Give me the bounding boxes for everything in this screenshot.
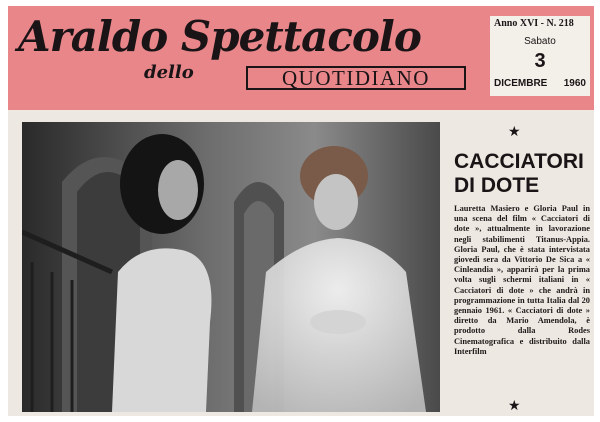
day-name: Sabato: [524, 36, 556, 47]
issue-number: Anno XVI - N. 218: [494, 18, 574, 29]
headline-line-1: CACCIATORI: [454, 150, 584, 173]
quotidiano-box: [246, 66, 466, 90]
masthead-title: Araldo Spettacolo: [18, 12, 421, 61]
film-still-photo: [22, 122, 440, 412]
masthead-dello: dello: [144, 62, 194, 83]
newspaper-page: [8, 6, 594, 416]
month-year: [494, 78, 586, 89]
headline-line-2: DI DOTE: [454, 174, 540, 197]
masthead: [8, 6, 594, 110]
star-icon: ★: [508, 125, 521, 140]
date-box: [490, 16, 590, 96]
article-body: Lauretta Masiero e Gloria Paul in una scena del film « Cacciatori di dote », attualmente in lavorazione negli stabilimenti Titanus-Appia. Gloria Paul, che è stata intervistata giovedì sera da Vittorio De Sica a « Cinleandia », apparirà per la prima volta sugli schermi italiani in « Cacciatori di dote » che andrà in programmazione in tutta Italia dal 20 gennaio 1961. « Cacciatori di dote » diretto da Mario Amendola, è prodotto dalla Rodes Cinematografica e distribuito dalla Interfilm: [454, 204, 590, 356]
day-number: 3: [534, 50, 546, 72]
month: DICEMBRE: [494, 78, 548, 89]
star-icon: ★: [508, 399, 521, 414]
year: 1960: [563, 78, 586, 89]
masthead-subtitle: QUOTIDIANO: [282, 65, 430, 90]
article-headline: [454, 150, 590, 198]
